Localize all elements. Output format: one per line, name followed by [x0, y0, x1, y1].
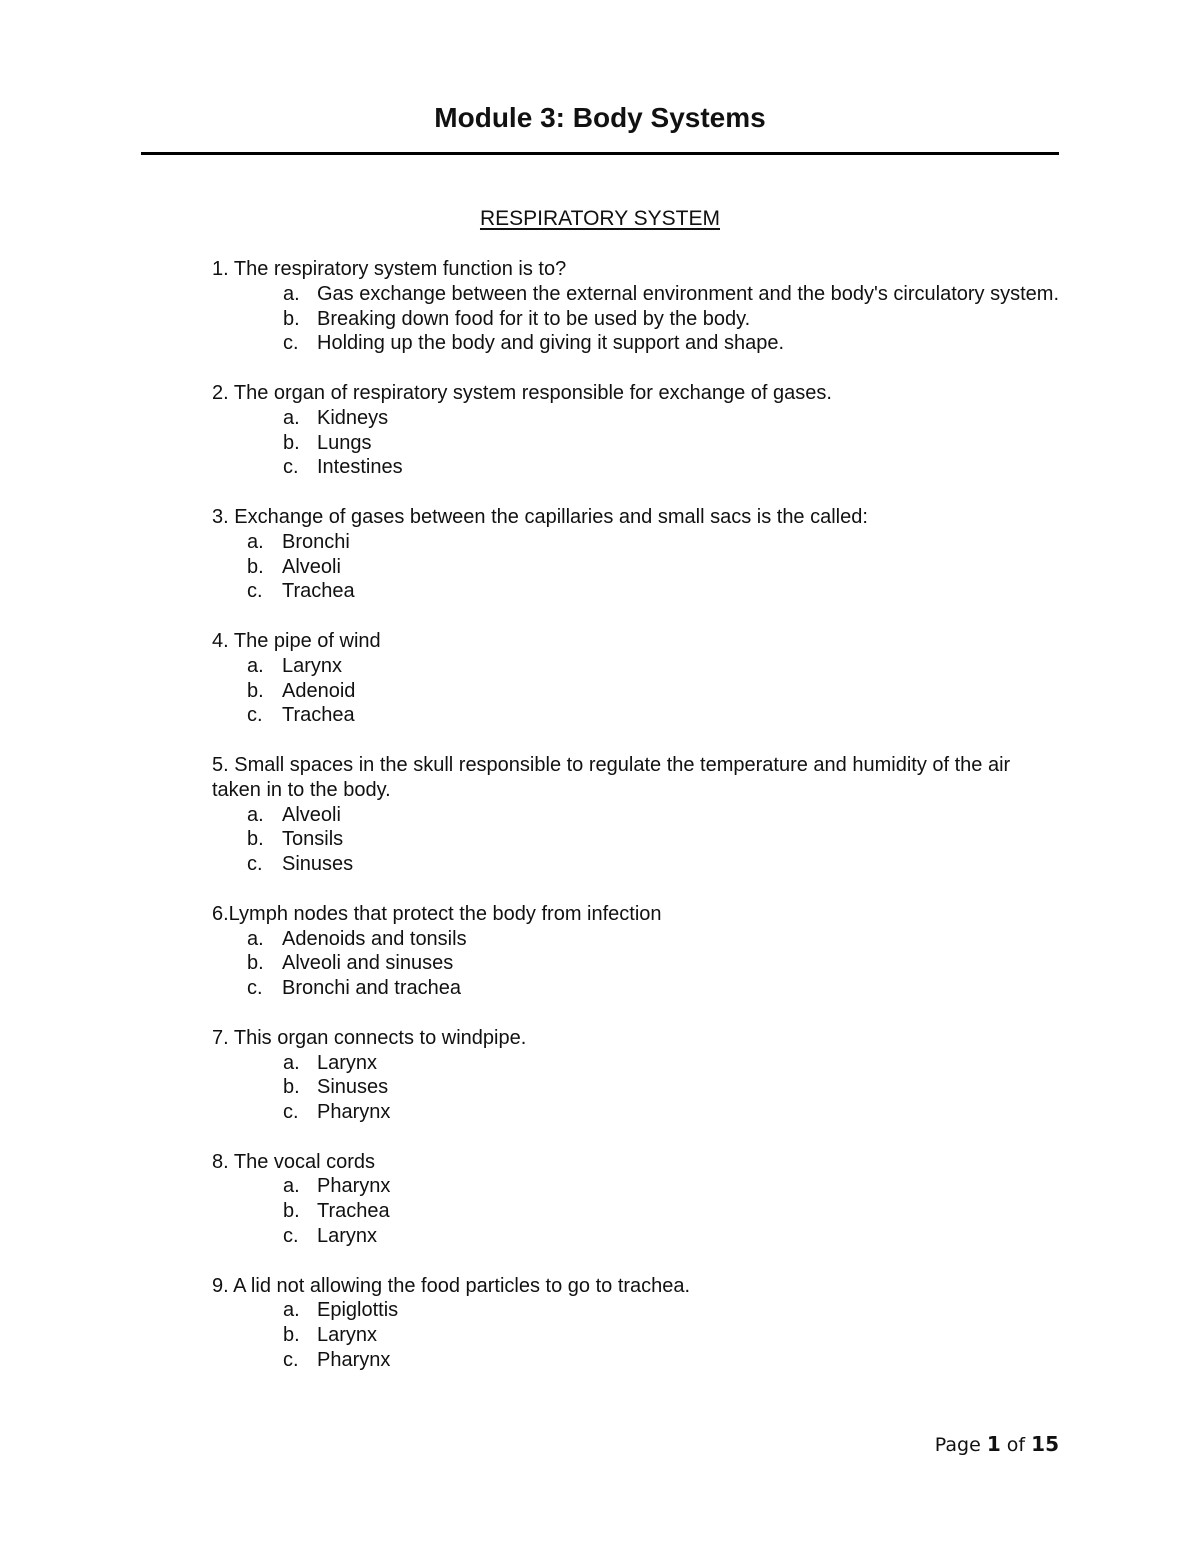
option-text: Breaking down food for it to be used by the body.: [317, 307, 751, 330]
option-letter: c.: [247, 704, 263, 727]
question-6: [212, 902, 1062, 1001]
option-text: Bronchi and trachea: [282, 977, 462, 1000]
answer-option: [212, 555, 1062, 580]
option-text: Lungs: [317, 431, 372, 454]
answer-option: [212, 406, 1062, 431]
option-text: Intestines: [317, 456, 403, 479]
answer-option: [212, 282, 1062, 307]
question-3: [212, 505, 1062, 604]
answer-options: [212, 406, 1062, 480]
option-letter: c.: [283, 1225, 299, 1248]
option-text: Alveoli and sinuses: [282, 952, 454, 975]
answer-option: [212, 307, 1062, 332]
option-text: Sinuses: [282, 853, 354, 876]
option-letter: a.: [247, 927, 264, 950]
option-letter: c.: [283, 456, 299, 479]
option-letter: c.: [247, 853, 263, 876]
answer-option: [212, 1075, 1062, 1100]
option-letter: b.: [283, 431, 300, 454]
question-text: 7. This organ connects to windpipe.: [212, 1026, 527, 1049]
answer-option: [212, 679, 1062, 704]
option-text: Holding up the body and giving it support and shape.: [317, 332, 785, 355]
answer-option: [212, 530, 1062, 555]
answer-options: [212, 927, 1062, 1001]
option-text: Larynx: [317, 1324, 378, 1347]
option-letter: b.: [283, 1076, 300, 1099]
option-text: Kidneys: [317, 406, 389, 429]
answer-options: [212, 1298, 1062, 1372]
question-text: 5. Small spaces in the skull responsible to regulate the temperature and humidity of the air taken in to the body.: [212, 753, 1011, 801]
answer-option: [212, 331, 1062, 356]
answer-option: [212, 431, 1062, 456]
page-footer: [935, 1430, 1059, 1459]
answer-option: [212, 455, 1062, 480]
answer-option: [212, 654, 1062, 679]
option-letter: c.: [283, 1349, 299, 1372]
answer-option: [212, 976, 1062, 1001]
question-1: [212, 257, 1062, 356]
answer-option: [212, 803, 1062, 828]
option-text: Adenoid: [282, 679, 356, 702]
question-text: 4. The pipe of wind: [212, 629, 381, 652]
question-text: 6.Lymph nodes that protect the body from infection: [212, 902, 662, 925]
answer-options: [212, 530, 1062, 604]
answer-options: [212, 1051, 1062, 1125]
question-8: [212, 1150, 1062, 1249]
option-text: Adenoids and tonsils: [282, 927, 467, 950]
answer-option: [212, 1298, 1062, 1323]
option-letter: b.: [247, 555, 264, 578]
question-list: [212, 257, 1062, 1398]
option-text: Pharynx: [317, 1349, 391, 1372]
option-letter: c.: [283, 1101, 299, 1124]
option-letter: b.: [283, 307, 300, 330]
option-text: Pharynx: [317, 1101, 391, 1124]
option-text: Trachea: [317, 1200, 390, 1223]
answer-option: [212, 579, 1062, 604]
answer-option: [212, 1224, 1062, 1249]
answer-option: [212, 927, 1062, 952]
of-word: of: [1006, 1434, 1026, 1456]
answer-option: [212, 1100, 1062, 1125]
answer-options: [212, 654, 1062, 728]
option-letter: a.: [283, 406, 300, 429]
option-letter: b.: [283, 1200, 300, 1223]
option-text: Trachea: [282, 580, 355, 603]
answer-option: [212, 827, 1062, 852]
question-5: [212, 753, 1062, 877]
answer-option: [212, 1051, 1062, 1076]
question-2: [212, 381, 1062, 480]
question-text: 3. Exchange of gases between the capillaries and small sacs is the called:: [212, 505, 868, 528]
answer-options: [212, 282, 1062, 356]
current-page-number: 1: [986, 1432, 1001, 1456]
option-text: Gas exchange between the external environment and the body's circulatory system.: [317, 282, 1060, 305]
option-letter: c.: [283, 332, 299, 355]
option-text: Trachea: [282, 704, 355, 727]
page-word: Page: [934, 1434, 981, 1456]
question-7: [212, 1026, 1062, 1125]
title-divider: [141, 152, 1059, 155]
option-letter: b.: [247, 679, 264, 702]
answer-options: [212, 803, 1062, 877]
option-text: Larynx: [317, 1225, 378, 1248]
answer-options: [212, 1174, 1062, 1248]
question-text: 2. The organ of respiratory system responsible for exchange of gases.: [212, 381, 832, 404]
option-text: Bronchi: [282, 530, 350, 553]
option-letter: b.: [247, 828, 264, 851]
option-text: Alveoli: [282, 555, 341, 578]
option-letter: a.: [247, 654, 264, 677]
section-heading: RESPIRATORY SYSTEM: [479, 207, 720, 230]
option-letter: a.: [283, 1299, 300, 1322]
option-letter: a.: [283, 1175, 300, 1198]
option-letter: a.: [283, 1051, 300, 1074]
option-letter: c.: [247, 977, 263, 1000]
question-text: 1. The respiratory system function is to?: [212, 258, 567, 280]
option-text: Larynx: [282, 654, 343, 677]
option-text: Alveoli: [282, 803, 341, 826]
question-text: 9. A lid not allowing the food particles to go to trachea.: [212, 1274, 691, 1297]
question-text: 8. The vocal cords: [212, 1150, 376, 1173]
answer-option: [212, 703, 1062, 728]
option-letter: a.: [283, 282, 300, 305]
option-text: Larynx: [317, 1051, 378, 1074]
answer-option: [212, 1323, 1062, 1348]
option-text: Pharynx: [317, 1175, 391, 1198]
question-9: [212, 1274, 1062, 1373]
option-letter: a.: [247, 803, 264, 826]
option-letter: c.: [247, 580, 263, 603]
total-pages: 15: [1031, 1432, 1059, 1456]
answer-option: [212, 1174, 1062, 1199]
option-text: Tonsils: [282, 828, 344, 851]
answer-option: [212, 852, 1062, 877]
option-letter: b.: [283, 1324, 300, 1347]
answer-option: [212, 951, 1062, 976]
page-title: Module 3: Body Systems: [434, 102, 766, 133]
option-text: Sinuses: [317, 1076, 389, 1099]
option-letter: b.: [247, 952, 264, 975]
question-4: [212, 629, 1062, 728]
option-text: Epiglottis: [317, 1299, 399, 1322]
answer-option: [212, 1348, 1062, 1373]
option-letter: a.: [247, 530, 264, 553]
answer-option: [212, 1199, 1062, 1224]
